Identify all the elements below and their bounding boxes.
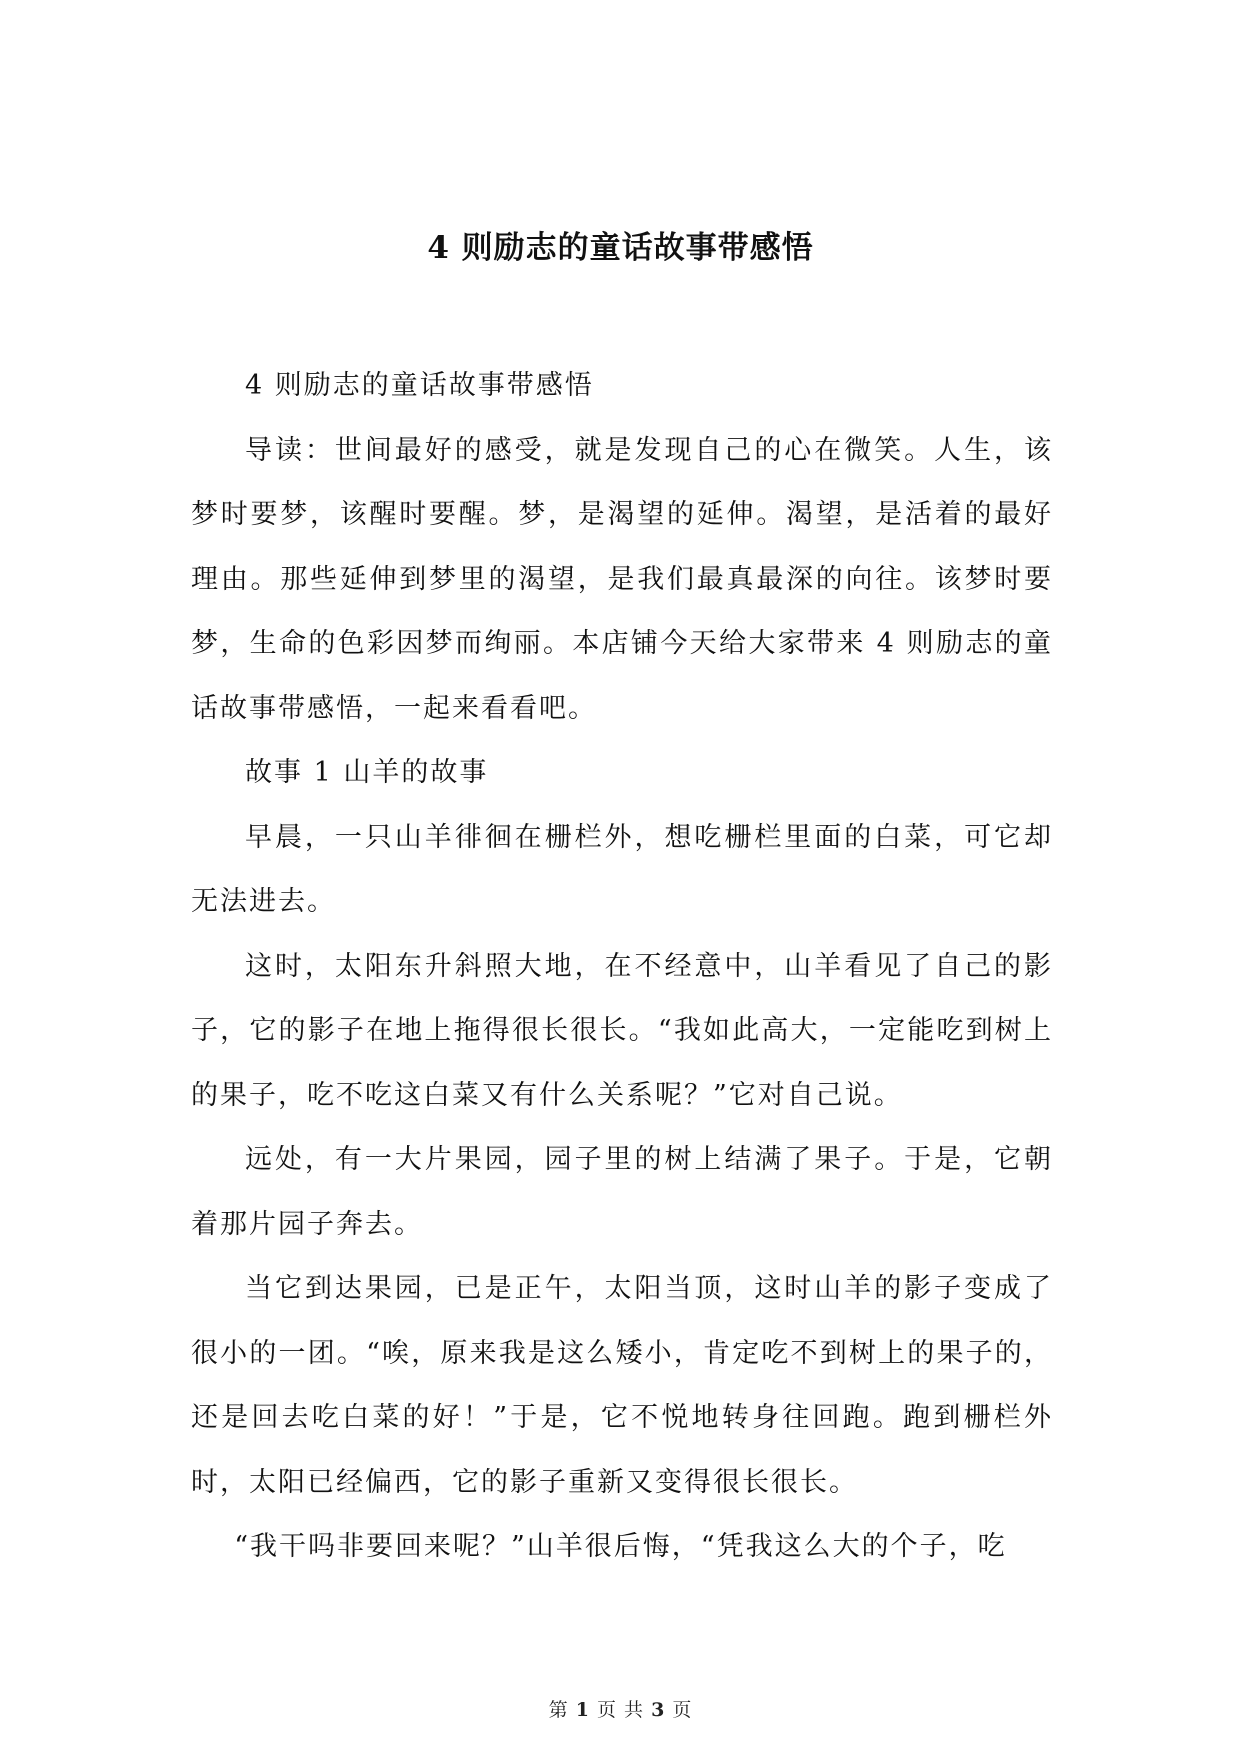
footer-total-pages: 3 bbox=[651, 1699, 666, 1721]
footer-page-number: 1 bbox=[575, 1699, 590, 1721]
body-paragraph: “我干吗非要回来呢？”山羊很后悔，“凭我这么大的个子，吃 bbox=[234, 1531, 1007, 1562]
footer-prefix: 第 bbox=[548, 1699, 569, 1721]
body-paragraph: 4 则励志的童话故事带感悟 bbox=[245, 370, 594, 401]
body-paragraph: 远处，有一大片果园，园子里的树上结满了果子。于是，它朝着那片园子奔去。 bbox=[191, 1144, 1053, 1240]
body-paragraph: 当它到达果园，已是正午，太阳当顶，这时山羊的影子变成了很小的一团。“唉，原来我是这么矮小，肯定吃不到树上的果子的，还是回去吃白菜的好！”于是，它不悦地转身往回跑。跑到栅栏外时，太阳已经偏西，它的影子重新又变得很长很长。 bbox=[191, 1273, 1053, 1498]
section-heading: 故事 1 山羊的故事 bbox=[245, 757, 489, 788]
body-paragraph: 导读：世间最好的感受，就是发现自己的心在微笑。人生，该梦时要梦，该醒时要醒。梦，是渴望的延伸。渴望，是活着的最好理由。那些延伸到梦里的渴望，是我们最真最深的向往。该梦时要梦，生命的色彩因梦而绚丽。本店铺今天给大家带来 4 则励志的童话故事带感悟，一起来看看吧。 bbox=[191, 434, 1053, 724]
document-title: 4 则励志的童话故事带感悟 bbox=[427, 230, 814, 266]
footer-suffix: 页 bbox=[672, 1699, 693, 1721]
page-footer bbox=[0, 1697, 1241, 1723]
body-paragraph: 早晨，一只山羊徘徊在栅栏外，想吃栅栏里面的白菜，可它却无法进去。 bbox=[191, 821, 1053, 917]
footer-middle: 页 共 bbox=[596, 1699, 645, 1721]
body-paragraph: 这时，太阳东升斜照大地，在不经意中，山羊看见了自己的影子，它的影子在地上拖得很长很长。“我如此高大，一定能吃到树上的果子，吃不吃这白菜又有什么关系呢？”它对自己说。 bbox=[191, 950, 1053, 1111]
document-body bbox=[191, 354, 1053, 1580]
